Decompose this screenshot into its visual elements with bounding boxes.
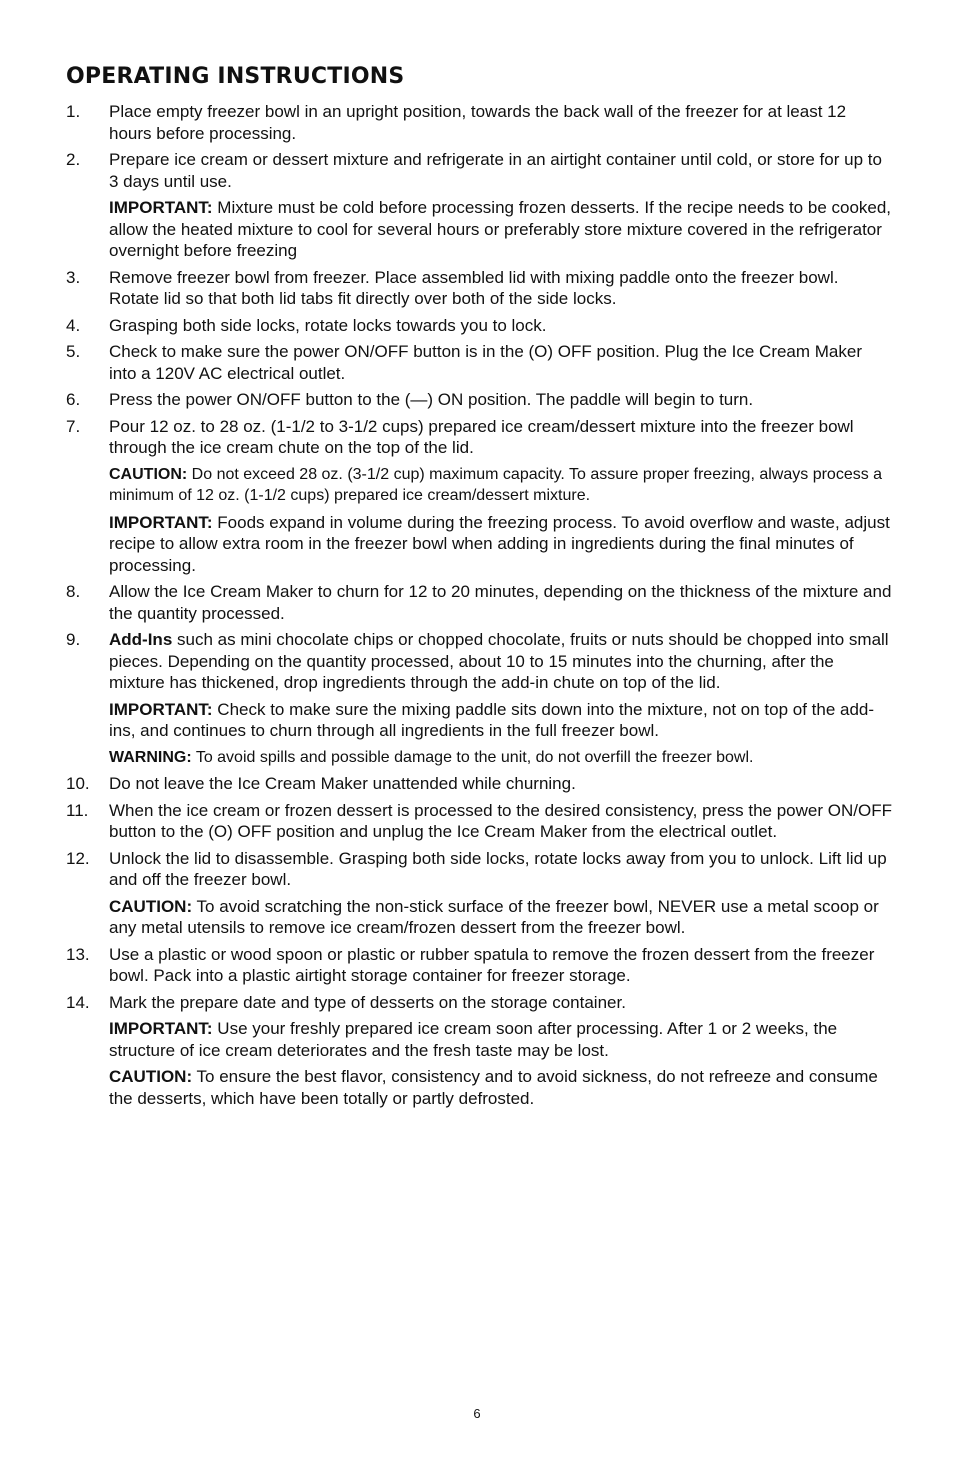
important-note [109, 699, 892, 742]
note-label: CAUTION: [109, 896, 193, 916]
step-text: Mark the prepare date and type of desserts on the storage container. [109, 992, 626, 1012]
step-10 [66, 773, 892, 795]
step-number: 14. [66, 992, 90, 1012]
step-number: 11. [66, 800, 89, 820]
step-4 [66, 315, 892, 337]
important-note [109, 197, 892, 262]
page-title: OPERATING INSTRUCTIONS [66, 64, 405, 89]
step-5 [66, 341, 892, 384]
step-text: Allow the Ice Cream Maker to churn for 12 to 20 minutes, depending on the thickness of the mixture and the quantity processed. [109, 582, 892, 623]
note-label: CAUTION: [109, 1067, 193, 1086]
step-8 [66, 581, 892, 624]
important-note [109, 512, 892, 577]
step-text: Grasping both side locks, rotate locks towards you to lock. [109, 315, 547, 335]
step-number: 3. [66, 267, 81, 287]
step-number: 2. [66, 150, 81, 169]
step-number: 12. [66, 848, 90, 868]
important-note [109, 1018, 892, 1061]
note-label: IMPORTANT: [109, 512, 213, 532]
note-label: CAUTION: [109, 465, 188, 483]
note-text: To avoid spills and possible damage to the unit, do not overfill the freezer bowl. [191, 748, 754, 766]
note-text: To avoid scratching the non-stick surface of the freezer bowl, NEVER use a metal scoop or any metal utensils to remove ice cream/frozen dessert from the freezer bowl. [109, 896, 879, 937]
instructions-page [66, 64, 892, 1114]
note-text: To ensure the best flavor, consistency and to avoid sickness, do not refreeze and consume the desserts, which have been totally or partly defrosted. [109, 1067, 878, 1108]
page-number: 6 [473, 1406, 481, 1421]
step-1 [66, 101, 892, 144]
step-14 [66, 992, 892, 1110]
note-label: IMPORTANT: [109, 198, 213, 217]
step-7 [66, 416, 892, 577]
step-text: Unlock the lid to disassemble. Grasping both side locks, rotate locks away from you to unlock. Lift lid up and off the freezer bowl. [109, 848, 887, 889]
step-text: Use a plastic or wood spoon or plastic or rubber spatula to remove the frozen dessert from the freezer bowl. Pack into a plastic airtight storage container for freezer storage. [109, 944, 875, 985]
caution-note [109, 896, 892, 939]
step-text: Place empty freezer bowl in an upright position, towards the back wall of the freezer for at least 12 hours before processing. [109, 102, 847, 143]
note-label: IMPORTANT: [109, 699, 213, 719]
step-text: Do not leave the Ice Cream Maker unattended while churning. [109, 774, 576, 793]
note-text: Check to make sure the mixing paddle sits down into the mixture, not on top of the add-ins, and continues to churn through all ingredients in the full freezer bowl. [109, 699, 875, 740]
step-text: When the ice cream or frozen dessert is processed to the desired consistency, press the power ON/OFF button to the (O) OFF position and unplug the Ice Cream Maker from the electrical outlet. [109, 800, 892, 841]
step-number: 6. [66, 390, 81, 409]
step-text: Check to make sure the power ON/OFF button is in the (O) OFF position. Plug the Ice Cream Maker into a 120V AC electrical outlet. [109, 342, 863, 383]
note-text: Foods expand in volume during the freezing process. To avoid overflow and waste, adjust recipe to allow extra room in the freezer bowl when adding in ingredients during the final minutes of processing. [109, 512, 890, 575]
note-label: IMPORTANT: [109, 1019, 213, 1038]
step-number: 13. [66, 944, 90, 964]
step-number: 4. [66, 315, 81, 335]
step-13 [66, 944, 892, 987]
step-number: 5. [66, 342, 81, 361]
step-3 [66, 267, 892, 310]
step-number: 7. [66, 416, 81, 436]
caution-note [109, 464, 892, 507]
note-text: Mixture must be cold before processing frozen desserts. If the recipe needs to be cooked, allow the heated mixture to cool for several hours or preferably store mixture covered in the refrigerator overnight before freezing [109, 198, 892, 260]
step-text: Press the power ON/OFF button to the (—) ON position. The paddle will begin to turn. [109, 390, 754, 409]
step-12 [66, 848, 892, 939]
step-text [109, 629, 892, 694]
warning-note [109, 747, 892, 769]
step-text: Prepare ice cream or dessert mixture and refrigerate in an airtight container until cold, or store for up to 3 days until use. [109, 150, 882, 191]
note-text: Do not exceed 28 oz. (3-1/2 cup) maximum capacity. To assure proper freezing, always process a minimum of 12 oz. (1-1/2 cups) prepared ice cream/dessert mixture. [109, 465, 883, 504]
caution-note [109, 1066, 892, 1109]
step-number: 1. [66, 102, 81, 121]
note-label: WARNING: [109, 748, 192, 766]
step-text-body: such as mini chocolate chips or chopped chocolate, fruits or nuts should be chopped into small pieces. Depending on the quantity processed, about 10 to 15 minutes into the churning, after the mixture has thickened, drop ingredients through the add-in chute on top of the lid. [109, 630, 889, 692]
step-9 [66, 629, 892, 768]
step-6 [66, 389, 892, 411]
step-2 [66, 149, 892, 262]
step-text: Remove freezer bowl from freezer. Place assembled lid with mixing paddle onto the freezer bowl. Rotate lid so that both lid tabs fit directly over both of the side locks. [109, 267, 839, 308]
steps-list [66, 101, 892, 1109]
note-text: Use your freshly prepared ice cream soon after processing. After 1 or 2 weeks, the structure of ice cream deteriorates and the fresh taste may be lost. [109, 1019, 838, 1060]
step-number: 9. [66, 630, 81, 649]
step-text: Pour 12 oz. to 28 oz. (1-1/2 to 3-1/2 cups) prepared ice cream/dessert mixture into the freezer bowl through the ice cream chute on the top of the lid. [109, 416, 854, 457]
step-11 [66, 800, 892, 843]
step-lead: Add-Ins [109, 630, 173, 649]
step-number: 10. [66, 774, 90, 793]
step-number: 8. [66, 582, 81, 601]
